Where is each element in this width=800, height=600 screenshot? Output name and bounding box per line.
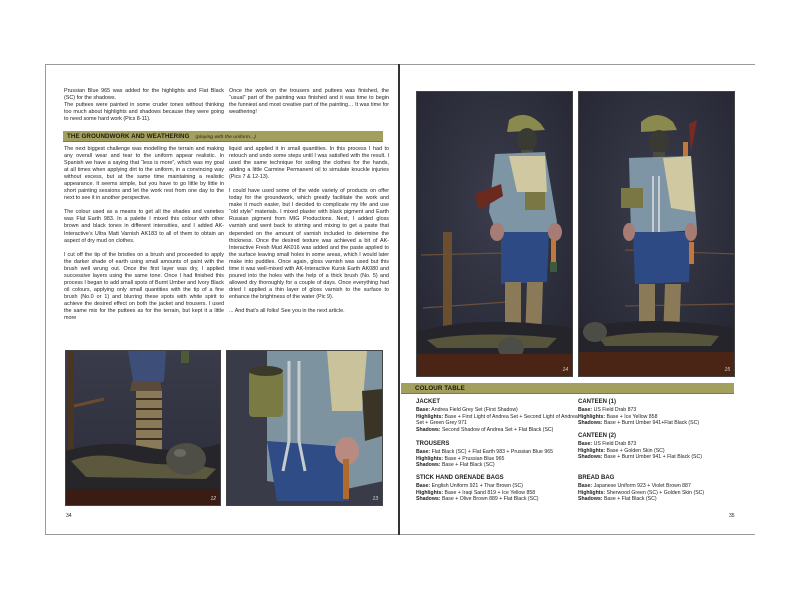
paragraph: The puttees were painted in some cruder tones without thinking too much about highlights and shadows because they were going to need some hard work (Pics 8-11). — [64, 102, 224, 123]
entry-row: Shadows: Base + Flat Black (SC) — [416, 462, 495, 469]
entry-row: Highlights: Base + Prussian Blue 965 — [416, 455, 505, 462]
colour-table-banner — [401, 383, 734, 394]
photo-number: 13 — [372, 496, 378, 502]
page-number-right: 35 — [729, 513, 735, 519]
photo-number: 12 — [210, 496, 216, 502]
photo-15 — [578, 91, 735, 377]
photo-12 — [65, 350, 221, 506]
entry-row: Shadows: Base + Burnt Umber 941 + Flat Black (SC) — [578, 454, 702, 461]
entry-row: Shadows: Base + Olive Brown 889 + Flat Black (SC) — [416, 496, 539, 503]
paragraph: ... And that’s all folks! See you in the next article. — [229, 307, 345, 314]
entry-row: Base: English Uniform 921 + Thar Brown (SC) — [416, 482, 524, 489]
paragraph: I cut off the tip of the bristles on a brush and proceeded to apply the darker shade of earth using small amounts of paint with the brush well wrung out. Once the first layer was dry, I applied successive layers using the same tone. Once I had finished this process I began to add small spots of Burnt Umber and Ivory Black oil colours, applying only small quantities with the tip of a fine brush (No.0 or 1) and blurring these spots with white spirit to achieve the desired effect on both the jacket and trousers. I used the same mix for the puttees as for the terrain, but kept it a little more — [64, 251, 224, 322]
section-banner — [63, 131, 383, 142]
entry-row: Shadows: Base + Flat Black (SC) — [578, 496, 657, 503]
page-number-left: 34 — [66, 513, 72, 519]
entry-row: Base: Flat Black (SC) + Flat Earth 983 + Prussian Blue 965 — [416, 448, 553, 455]
entry-row: Shadows: Base + Burnt Umber 941+Flat Black (SC) — [578, 420, 700, 427]
paragraph: The next biggest challenge was modelling the terrain and making any overall wear and tear to the uniform appear realistic. In Spanish we have a saying that “less is more”, which was my goal at all times when applying dirt to the uniform, in a convincing way without excess, but at the same time maintaining a realistic appearance. It seems simple, but you have to go little by little in short painting sessions and let the work rest from one day to the next to see it in another perspective. — [64, 146, 224, 202]
entry-heading: JACKET — [416, 399, 441, 405]
entry-row: Base: Japanese Uniform 923 + Violet Brown 887 — [578, 482, 691, 489]
entry-row: Base: Andrea Field Grey Set (First Shadow) — [416, 406, 518, 413]
entry-row: Highlights: Sherwood Green (SC) + Golden Skin (SC) — [578, 489, 705, 496]
entry-heading: TROUSERS — [416, 441, 450, 447]
left-col1-body — [64, 146, 224, 322]
colour-entry-trousers — [416, 441, 581, 469]
entry-row: Highlights: Base + Golden Skin (SC) — [578, 447, 665, 454]
left-col1-intro — [64, 88, 224, 123]
paragraph: Prussian Blue 965 was added for the highlights and Flat Black (SC) for the shadows. — [64, 88, 224, 102]
entry-heading: CANTEEN (1) — [578, 399, 617, 405]
paragraph: liquid and applied it in small quantities. In this process I had to retouch and undo some steps until I was satisfied with the result. I used the same technique for soiling the clothes for the hands, adding a little Carmine Permanent oil to simulate knuckle injuries (Pics 7 & 12-13). — [229, 146, 389, 181]
paragraph: The colour used as a means to get all the shades and varieties was Flat Earth 983. In a palette I mixed this colour with other brown and black tones in different intensities, and I added AK-Interactive’s Ultra Matt Varnish AK183 to all of them to obtain an aspect of dry mud on clothes. — [64, 209, 224, 244]
paragraph: Once the work on the trousers and puttees was finished, the “usual” part of the painting was finished and it was time to begin the funniest and most creative part of the painting… It was time for weathering! — [229, 88, 389, 116]
entry-heading: BREAD BAG — [578, 475, 615, 481]
photo-image — [66, 351, 221, 506]
colour-entry-bread-bag — [578, 475, 738, 503]
colour-entry-canteen-1 — [578, 399, 738, 427]
colour-entry-canteen-2 — [578, 433, 738, 461]
photo-image — [417, 92, 573, 377]
paragraph: I could have used some of the wide variety of products on offer today for the groundwork, which greatly facilitate the work and make it much easier, but I decided to complicate my life and use “old style” materials. I mixed plaster with black pigment and Earth Russian pigment from MIG Productions. Next, I added gloss varnish and went back to stirring and mixing to get a paste that depended on the amount of varnish included to determine the thickness. Once the desired texture was achieved a bit of AK-Interactive Fresh Mud AK016 was added and the paste applied to the surface leaving small holes in some areas, which I would later make into puddles. Once again, gloss varnish was used but this time it was well-mixed with AK-Interactive Kursk Earth AK080 and poured into the holes with the help of a thick brush (No. 5) and allowed dry thoroughly for a couple of days. Once everything had dried I applied a thin layer of gloss varnish to the surface to enhance the brightness of the water (Pic 9). — [229, 188, 389, 300]
entry-row: Highlights: Base + Ice Yellow 858 — [578, 413, 658, 420]
left-col2-intro — [229, 88, 389, 116]
section-title: THE GROUNDWORK AND WEATHERING (playing with the uniform...) — [67, 133, 257, 140]
section-subtitle: (playing with the uniform...) — [195, 135, 257, 140]
entry-row: Highlights: Base + First Light of Andrea Set + Second Light of Andrea Set + Green Grey 971 — [416, 413, 578, 427]
colour-table-title: COLOUR TABLE — [415, 385, 465, 392]
entry-row: Shadows: Second Shadow of Andrea Set + Flat Black (SC) — [416, 427, 554, 434]
photo-14 — [416, 91, 573, 377]
colour-entry-grenade-bags — [416, 475, 581, 503]
entry-row: Base: US Field Drab 873 — [578, 440, 637, 447]
left-col2-body — [229, 146, 389, 315]
photo-number: 14 — [562, 367, 568, 373]
photo-image — [579, 92, 735, 377]
photo-13 — [226, 350, 383, 506]
entry-heading: STICK HAND GRENADE BAGS — [416, 475, 504, 481]
entry-row: Base: US Field Drab 873 — [578, 406, 637, 413]
entry-heading: CANTEEN (2) — [578, 433, 617, 439]
colour-entry-jacket — [416, 399, 581, 434]
entry-row: Highlights: Base + Iraqi Sand 819 + Ice Yellow 858 — [416, 489, 536, 496]
photo-number: 15 — [724, 367, 730, 373]
photo-image — [227, 351, 383, 506]
